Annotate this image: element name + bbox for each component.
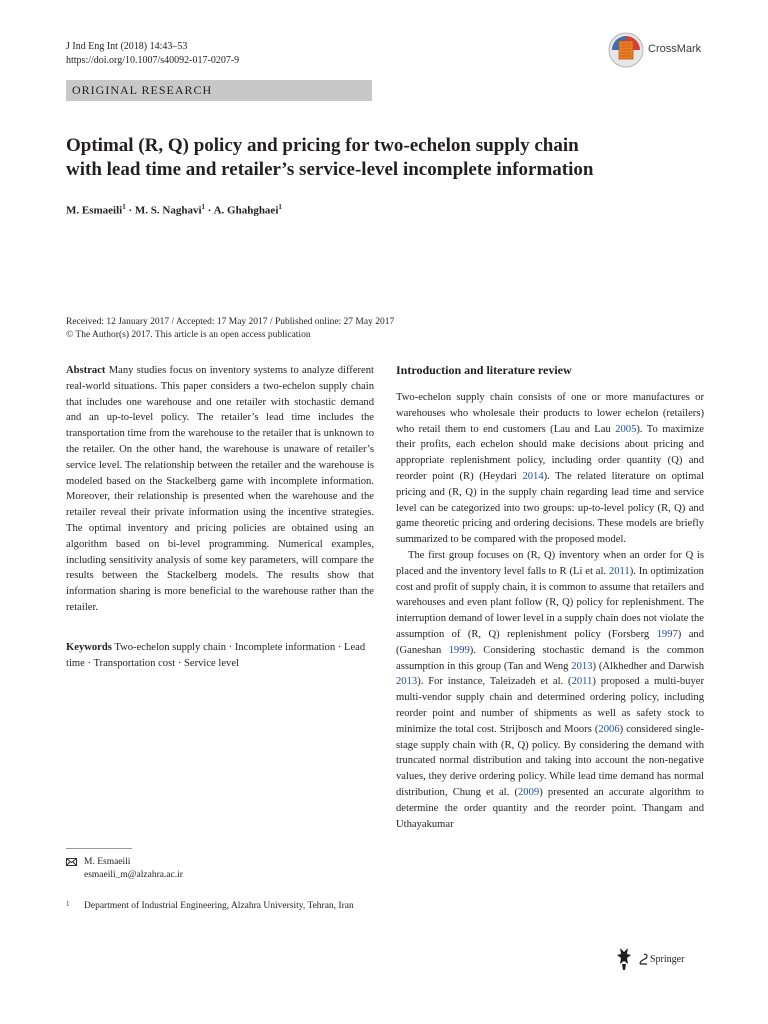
affiliation-block [66, 900, 384, 913]
section-heading: Introduction and literature review [396, 363, 572, 377]
citation-link[interactable]: 2006 [598, 723, 620, 735]
citation-link[interactable]: 1999 [448, 644, 470, 656]
copyright-line: © The Author(s) 2017. This article is an open access publication [66, 330, 311, 340]
abstract-heading: Abstract [66, 365, 106, 376]
paragraph-text: ) (Alkhedher and Darwish [592, 660, 704, 672]
crossmark-badge[interactable] [608, 30, 718, 70]
springer-horse-icon [614, 946, 634, 972]
abstract [66, 363, 374, 616]
publication-dates [66, 316, 394, 342]
journal-citation: J Ind Eng Int (2018) 14:43–53 [66, 41, 188, 52]
citation-link[interactable]: 2005 [615, 423, 637, 435]
citation-link[interactable]: 2009 [518, 786, 540, 798]
paragraph-text: ). Considering stochastic demand is the common assumption in this group (Tan and Weng [396, 644, 704, 672]
citation-link[interactable]: 2011 [608, 565, 630, 577]
citation-link[interactable]: 2013 [571, 660, 593, 672]
keywords [66, 640, 374, 672]
springer-label: Springer [650, 954, 685, 965]
intro-paragraph-1 [396, 390, 704, 548]
citation-link[interactable]: 2013 [396, 676, 418, 688]
article-title [66, 134, 706, 182]
affiliation-marker: 1 [278, 203, 282, 211]
affiliation-marker: 1 [122, 203, 126, 211]
paragraph-text: ). In optimization cost and profit of supply chain, it is common to assume that retailers and warehouses and even plant follow (R, Q) policy for replenishment. The interruption demand of lower level in a supply chain does not violate the assumption of (R, Q) replenishment policy (Forsberg [396, 565, 704, 640]
doi-link[interactable]: https://doi.org/10.1007/s40092-017-0207-9 [66, 55, 240, 66]
paragraph-text: ) presented an accurate algorithm to determine the order quantity and the reorder point. Thangam and Uthayakumar [396, 786, 704, 830]
affiliation-marker: 1 [201, 203, 206, 211]
paragraph-text: ) proposed a multi-buyer multi-vendor supply chain and determined ordering policy, including reorder point and number of shipments as well as safety stock to minimize the total cost. Strijbosch and Moors ( [396, 676, 705, 735]
keywords-text: Two-echelon supply chain · Incomplete information · Lead time · Transportation cost · Service level [66, 641, 366, 669]
paragraph-text: ). The related literature on optimal pricing and (R, Q) in the supply chain regarding lead time and service level can be categorized into two groups: up-to-level policy (R, Q) and game theoretic pricing and ordering decisions. These models are briefly summarized to be compared with the proposed model. [396, 470, 704, 546]
abstract-text: Many studies focus on inventory systems to analyze different real-world situations. This paper considers a two-echelon supply chain that includes one warehouse and one retailer with stochastic demand and an up-to-level policy. The retailer’s lead time includes the transportation time from the warehouse to the retailer that is unknown to the retailer. On the other hand, the warehouse is unaware of retailer’s service level. The relationship between the retailer and the warehouse is modeled based on the Stackelberg game with incomplete information. Moreover, their relationship is presented when the warehouse and the retailer reveal their private information using the incentive strategies. The optimal inventory and pricing policies are obtained using an algorithm based on bi-level programming. Numerical examples, including sensitivity analysis of some key parameters, will compare the results between the Stackelberg models. The results show that information sharing is more beneficial to the warehouse rather than the retailer. [66, 365, 374, 613]
paragraph-text: Two-echelon supply chain consists of one or more manufactures or warehouses who wholesale their products to lower echelon (retailers) who retail them to end customers (Lau and Lau [396, 392, 704, 435]
citation-link[interactable]: 1997 [656, 628, 678, 640]
publisher-logo [614, 946, 714, 974]
paragraph-text: ) considered single-stage supply chain with (R, Q) policy. By considering the demand with truncated normal distribution and taking into account the non-negative values, they derive ordering policy. While lead time demand has normal distribution, Chung et al. ( [396, 723, 704, 798]
author-separator: · [128, 204, 135, 217]
article-type-label: ORIGINAL RESEARCH [72, 83, 213, 97]
citation-link[interactable]: 2011 [571, 676, 593, 688]
crossmark-label: CrossMark [648, 43, 702, 55]
springer-mark-icon [638, 953, 649, 966]
paragraph-text: ). For instance, Taleizadeh et al. ( [417, 676, 572, 688]
envelope-icon [66, 858, 77, 866]
title-line-1: Optimal (R, Q) policy and pricing for two-echelon supply chain [66, 135, 579, 156]
paragraph-text: ). To maximize their profits, each echelon should make decisions about pricing and appropriate replenishment policy, including order quantity (Q) and reorder point (R) (Heydari [396, 423, 704, 482]
crossmark-icon [608, 32, 644, 68]
citation-link[interactable]: 2014 [522, 470, 544, 482]
corresponding-email[interactable]: esmaeili_m@alzahra.ac.ir [84, 870, 183, 880]
article-type-banner [66, 80, 372, 101]
paragraph-text: The first group focuses on (R, Q) inventory when an order for Q is placed and the inventory level falls to R (Li et al. [396, 549, 704, 577]
keywords-heading: Keywords [66, 641, 112, 653]
author-separator: · [207, 204, 214, 217]
dates-line: Received: 12 January 2017 / Accepted: 17 May 2017 / Published online: 27 May 2017 [66, 317, 395, 327]
author-name[interactable]: M. S. Naghavi [134, 204, 202, 217]
author-list [66, 203, 282, 217]
corresponding-author: M. Esmaeili [84, 857, 131, 867]
author-name[interactable]: A. Ghahghaei [213, 204, 279, 217]
author-name[interactable]: M. Esmaeili [66, 204, 123, 217]
left-column [66, 363, 374, 671]
right-column [396, 362, 704, 832]
affiliation-number: 1 [66, 900, 70, 908]
paragraph-text: ) and (Ganeshan [396, 628, 704, 656]
affiliation-text: Department of Industrial Engineering, Alzahra University, Tehran, Iran [84, 901, 354, 911]
journal-header [66, 40, 239, 68]
correspondence-block [66, 856, 183, 882]
intro-paragraph-2 [396, 548, 704, 832]
title-line-2: with lead time and retailer’s service-level incomplete information [66, 159, 594, 180]
footnote-divider [66, 848, 132, 849]
